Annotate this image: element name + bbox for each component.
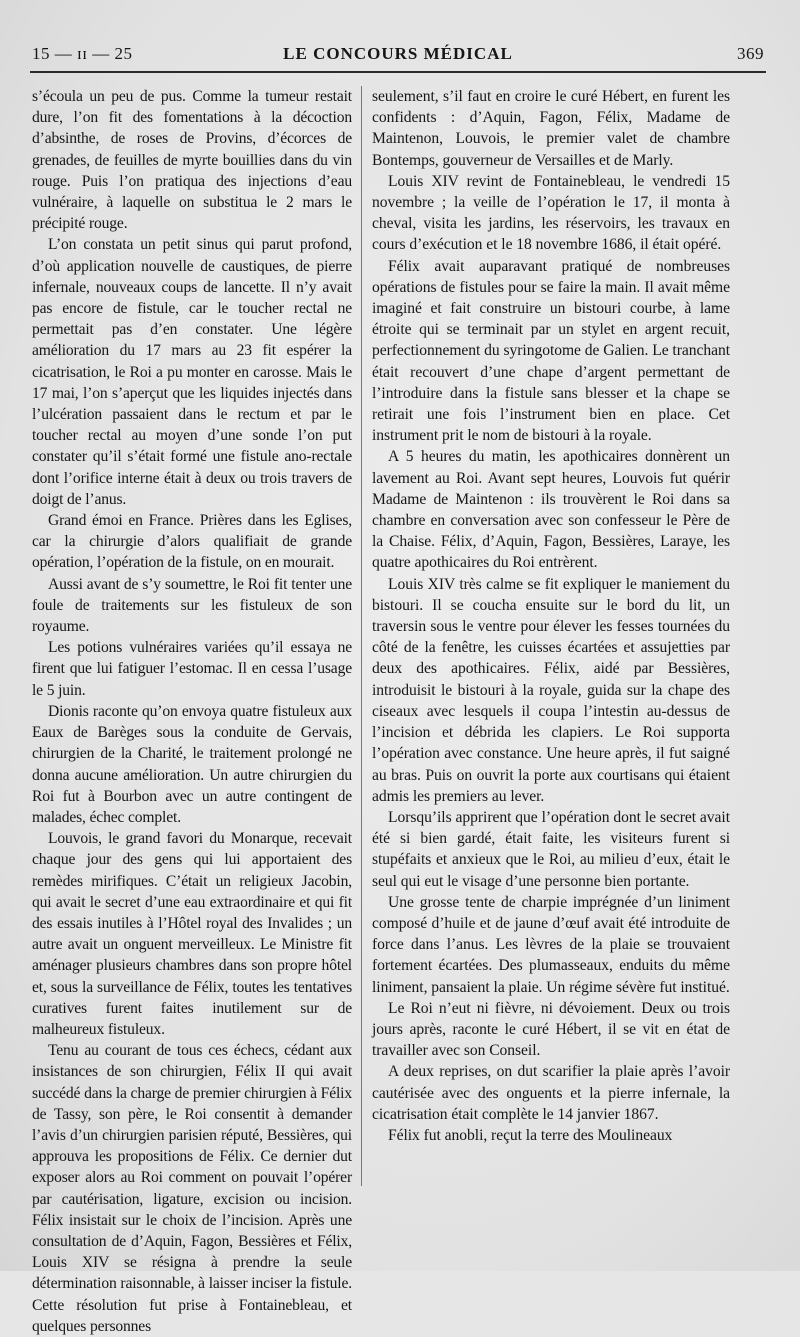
paragraph: Grand émoi en France. Prières dans les Eglises, car la chirurgie d’alors qualifiait de grande opération, l’opération de la fistule, on en mourait. [32, 512, 352, 572]
paragraph: Félix avait auparavant pratiqué de nombreuses opérations de fistules pour se faire la main. Il avait même imaginé et fait construire un bistouri courbe, à lame étroite qui se terminait par un stylet en argent recuit, perfectionnement du syringotome de Galien. Le tranchant était recouvert d’une chape d’argent permettant de l’introduire dans la fistule sans blesser et la chape se retirait une fois l’instrument bien en place. Cet instrument prit le nom de bistouri à la royale. [372, 257, 730, 445]
paragraph: Aussi avant de s’y soumettre, le Roi fit tenter une foule de traitements sur les fistuleux de son royaume. [32, 575, 352, 636]
paragraph: Tenu au courant de tous ces échecs, cédant aux insistances de son chirurgien, Félix II qui avait succédé dans la charge de premier chirurgien à Félix de Tassy, son père, le Roi consentit à demander l’avis d’un chirurgien parisien réputé, Bessières, qui approuva les propositions de Félix. Ce dernier dut exposer alors au Roi comment on pouvait l’opérer par cautérisation, ligature, excision ou incision. Félix insistait sur le choix de l’incision. Après une consultation de d’Aquin, Fagon, Bessières et Félix, Louis XIV se résigna à prendre la seule détermination raisonnable, à laisser inciser la fistule. Cette résolution fut prise à Fontainebleau, et quelques personnes [32, 1042, 352, 1335]
paragraph: Les potions vulnéraires variées qu’il essaya ne firent que lui fatiguer l’estomac. Il en cessa l’usage le 5 juin. [32, 639, 352, 699]
paragraph: Le Roi n’eut ni fièvre, ni dévoiement. Deux ou trois jours après, raconte le curé Hébert, il se vit en état de travailler avec son Conseil. [372, 999, 730, 1060]
paragraph: Louis XIV revint de Fontainebleau, le vendredi 15 novembre ; la veille de l’opération le 17, il monta à cheval, visita les jardins, les réservoirs, les travaux en cours d’exécution et le 18 novembre 1686, il était opéré. [372, 172, 730, 254]
running-header [32, 44, 764, 70]
paragraph: Lorsqu’ils apprirent que l’opération dont le secret avait été si bien gardé, était faite, les visiteurs furent si stupéfaits et anxieux que le Roi, au milieu d’eux, était le seul qui eut le visage d’une personne bien portante. [372, 808, 730, 890]
journal-title: LE CONCOURS MÉDICAL [283, 44, 513, 63]
issue-reference: 15 — ɪɪ — 25 [32, 44, 133, 63]
paragraph: s’écoula un peu de pus. Comme la tumeur restait dure, l’on fit des fomentations à la décoction d’absinthe, de roses de Provins, d’écorces de grenades, de feuilles de myrte bouillies dans du vin rouge. Puis l’on pratiqua des injections d’eau vulnéraire, à laquelle on substitua le 2 mars le précipité rouge. [32, 88, 352, 233]
paragraph: Louis XIV très calme se fit expliquer le maniement du bistouri. Il se coucha ensuite sur le bord du lit, un traversin sous le ventre pour élever les fesses tournées du côté de la fenêtre, les cuisses écartées et assujetties par deux des apothicaires. Félix, aidé par Bessières, introduisit le bistouri à la royale, guida sur la chape des ciseaux avec lesquels il coupa l’intestin au-dessus de l’incision et débrida les clapiers. Le Roi supporta l’opération avec constance. Une heure après, il fut saigné au bras. Puis on ouvrit la porte aux courtisans qui étaient admis les premiers au lever. [372, 575, 730, 805]
paragraph: Une grosse tente de charpie imprégnée d’un liniment composé d’huile et de jaune d’œuf avait été introduite de force dans l’anus. Les lèvres de la plaie se trouvaient fortement écartées. Des plumasseaux, enduits du même liniment, pansaient la plaie. Un régime sévère fut institué. [372, 893, 730, 996]
paragraph: Dionis raconte qu’on envoya quatre fistuleux aux Eaux de Barèges sous la conduite de Gervais, chirurgien de la Charité, le traitement prolongé ne donna aucune amélioration. Un autre chirurgien du Roi fut à Bourbon avec un autre contingent de malades, échec complet. [32, 702, 352, 826]
paragraph: Félix fut anobli, reçut la terre des Moulineaux [388, 1126, 673, 1144]
header-rule [30, 71, 766, 73]
left-column [32, 86, 352, 1337]
paragraph: seulement, s’il faut en croire le curé Hébert, en furent les confidents : d’Aquin, Fagon, Félix, Madame de Maintenon, Louvois, le premier valet de chambre Bontemps, gouverneur de Versailles et de Marly. [372, 88, 730, 169]
page-number: 369 [737, 44, 764, 63]
paragraph: L’on constata un petit sinus qui parut profond, d’où application nouvelle de caustiques, de pierre infernale, nouveaux coups de lancette. Il n’y avait pas encore de fistule, car le toucher rectal ne permettait pas d’en constater. Une légère amélioration du 17 mars au 23 fit espérer la cicatrisation, le Roi a pu monter en carosse. Mais le 17 mai, l’on s’aperçut que les liquides injectés dans l’ulcération passaient dans le rectum et par le toucher rectal au moyen d’une sonde l’on put constater qu’il s’était formé une fistule ano-rectale dont l’orifice interne était à deux ou trois travers de doigt de l’anus. [32, 236, 352, 508]
paragraph: A 5 heures du matin, les apothicaires donnèrent un lavement au Roi. Avant sept heures, Louvois fut quérir Madame de Maintenon : ils trouvèrent le Roi dans sa chambre en conversation avec son confesseur le Père de la Chaise. Félix, d’Aquin, Fagon, Bessières, Laraye, les quatre apothicaires du Roi entrèrent. [372, 448, 730, 572]
column-divider [361, 86, 362, 1186]
right-column [372, 86, 730, 1146]
paragraph: A deux reprises, on dut scarifier la plaie après l’avoir cautérisée avec des onguents et la pierre infernale, la cicatrisation était complète le 14 janvier 1867. [372, 1063, 730, 1123]
paragraph: Louvois, le grand favori du Monarque, recevait chaque jour des gens qui lui apportaient des remèdes mirifiques. C’était un religieux Jacobin, qui avait le secret d’une eau extraordinaire et qui fit des essais inutiles à l’Hôtel royal des Invalides ; un autre avait un onguent merveilleux. Le Ministre fit aménager plusieurs chambres dans son propre hôtel et, sous la surveillance de Félix, toutes les tentatives curatives furent faites inutilement sur de malheureux fistuleux. [32, 830, 352, 1038]
